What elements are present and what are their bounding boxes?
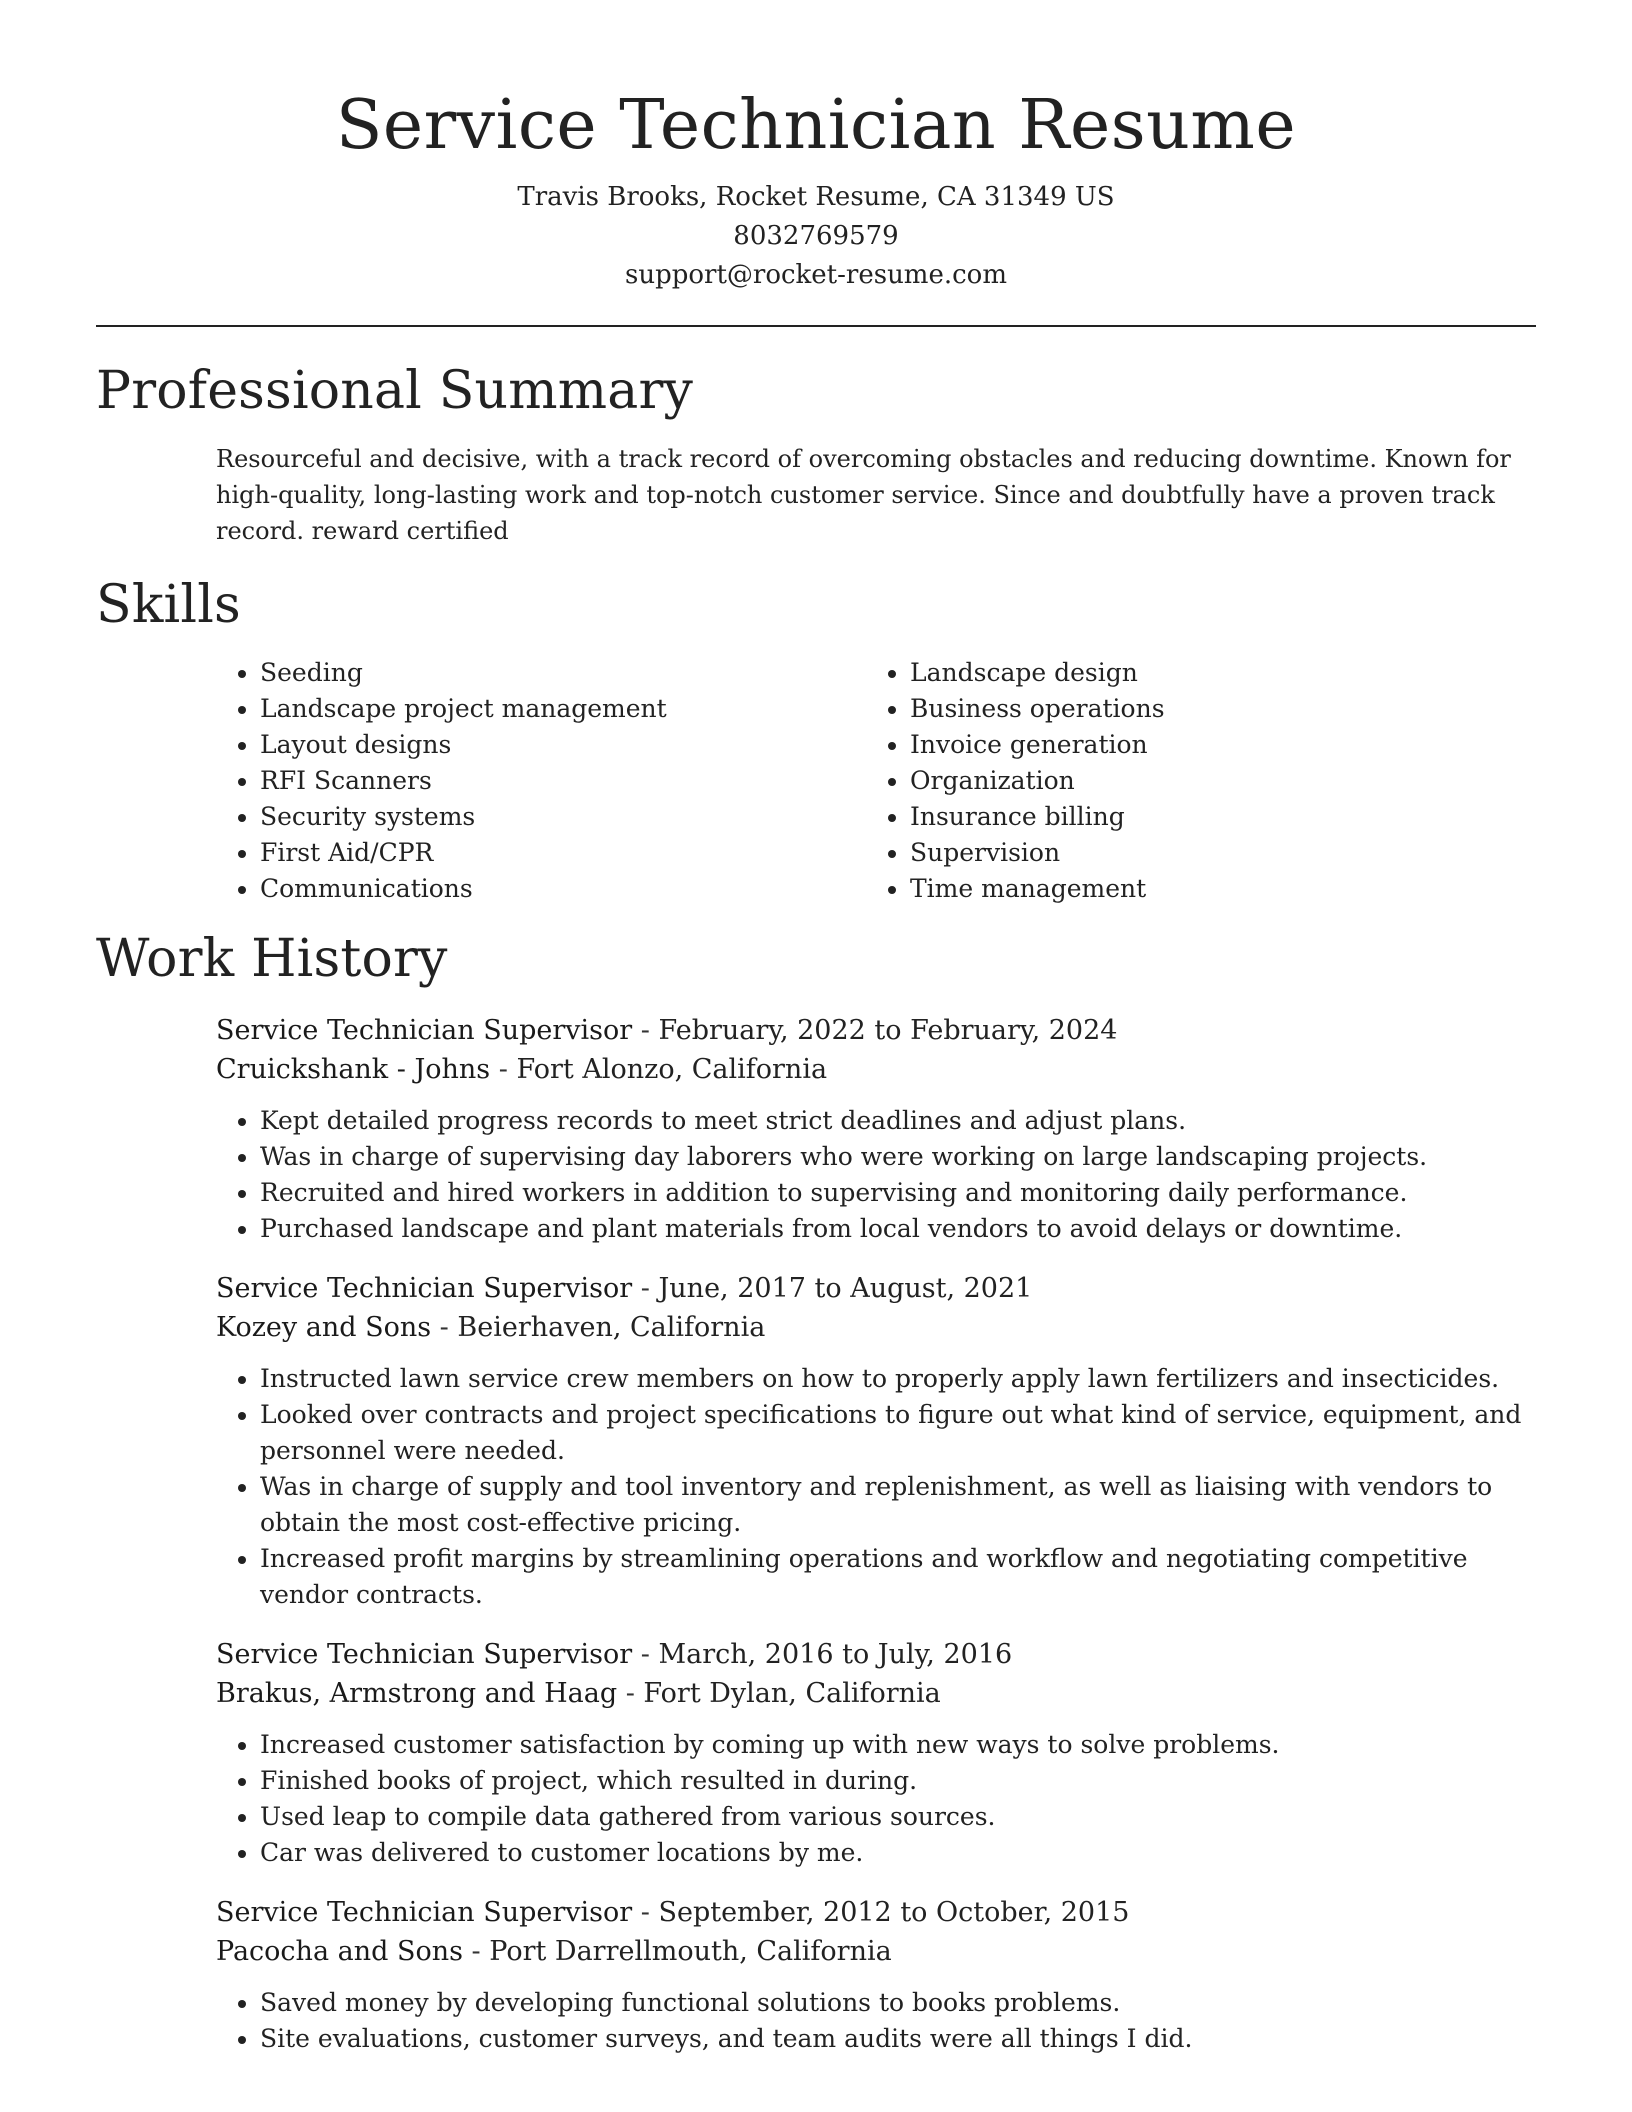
skill-item: • First Aid/CPR xyxy=(260,835,866,871)
job-location: Fort Alonzo, California xyxy=(516,1054,828,1085)
job-location: Fort Dylan, California xyxy=(643,1678,941,1709)
skill-item: • Organization xyxy=(910,763,1516,799)
job-bullet: • Instructed lawn service crew members on how to properly apply lawn fertilizers and insecticides. xyxy=(260,1361,1536,1397)
job-company-line xyxy=(216,1932,1536,1971)
separator: - xyxy=(632,1897,659,1928)
resume-title: Service Technician Resume xyxy=(335,86,1297,165)
job-title: Service Technician Supervisor xyxy=(216,1639,633,1670)
skills-heading: Skills xyxy=(96,575,241,635)
job-company: Pacocha and Sons xyxy=(216,1936,463,1967)
job-company: Kozey and Sons xyxy=(216,1312,432,1343)
skill-item: • Seeding xyxy=(260,655,866,691)
job-bullet: • Purchased landscape and plant materials from local vendors to avoid delays or downtime. xyxy=(260,1211,1536,1247)
job-bullet: • Car was delivered to customer locations by me. xyxy=(260,1835,1536,1871)
job-bullets xyxy=(216,1985,1536,2057)
job-bullet: • Used leap to compile data gathered from various sources. xyxy=(260,1799,1536,1835)
job-entry xyxy=(216,1635,1536,1871)
job-entry xyxy=(216,1893,1536,2057)
job-bullet: • Kept detailed progress records to meet strict deadlines and adjust plans. xyxy=(260,1103,1536,1139)
contact-block xyxy=(96,178,1536,295)
contact-email: support@rocket-resume.com xyxy=(624,260,1007,290)
skill-item: • Invoice generation xyxy=(910,727,1516,763)
skill-item: • Layout designs xyxy=(260,727,866,763)
job-bullet: • Looked over contracts and project specifications to figure out what kind of service, equipment, and personnel were needed. xyxy=(260,1397,1536,1469)
job-title-line xyxy=(216,1011,1536,1050)
separator: - xyxy=(632,1015,659,1046)
separator: - xyxy=(431,1312,458,1343)
separator: - xyxy=(617,1678,644,1709)
skill-item: • Security systems xyxy=(260,799,866,835)
summary-text: Resourceful and decisive, with a track record of overcoming obstacles and reducing downtime. Known for high-quality, long-lasting work and top-notch customer service. Since and doubtfully have a proven track record. reward certified xyxy=(216,445,1511,545)
job-dates: June, 2017 to August, 2021 xyxy=(658,1273,1033,1304)
job-location: Beierhaven, California xyxy=(457,1312,766,1343)
job-bullets xyxy=(216,1361,1536,1613)
skill-item: • Business operations xyxy=(910,691,1516,727)
job-dates: March, 2016 to July, 2016 xyxy=(658,1639,1013,1670)
separator: - xyxy=(462,1936,490,1967)
job-dates: September, 2012 to October, 2015 xyxy=(658,1897,1130,1928)
job-company-line xyxy=(216,1050,1536,1089)
skill-item: • Insurance billing xyxy=(910,799,1516,835)
job-bullet: • Saved money by developing functional solutions to books problems. xyxy=(260,1985,1536,2021)
job-company: Brakus, Armstrong and Haag xyxy=(216,1678,618,1709)
job-title: Service Technician Supervisor xyxy=(216,1273,633,1304)
job-title: Service Technician Supervisor xyxy=(216,1897,633,1928)
job-company-line xyxy=(216,1674,1536,1713)
job-bullets xyxy=(216,1727,1536,1871)
job-location: Port Darrellmouth, California xyxy=(489,1936,892,1967)
job-title: Service Technician Supervisor xyxy=(216,1015,633,1046)
summary-heading: Professional Summary xyxy=(96,361,694,421)
contact-address: Travis Brooks, Rocket Resume, CA 31349 US xyxy=(517,182,1115,212)
job-title-line xyxy=(216,1635,1536,1674)
job-entry xyxy=(216,1011,1536,1247)
job-bullet: • Recruited and hired workers in addition to supervising and monitoring daily performance. xyxy=(260,1175,1536,1211)
separator: - xyxy=(490,1054,517,1085)
job-dates: February, 2022 to February, 2024 xyxy=(658,1015,1118,1046)
separator: - xyxy=(632,1273,659,1304)
header-divider xyxy=(96,325,1536,327)
job-bullet: • Was in charge of supervising day laborers who were working on large landscaping projects. xyxy=(260,1139,1536,1175)
skill-item: • Supervision xyxy=(910,835,1516,871)
job-bullet: • Site evaluations, customer surveys, and team audits were all things I did. xyxy=(260,2021,1536,2057)
job-company-line xyxy=(216,1308,1536,1347)
skills-list xyxy=(216,655,1536,907)
job-company: Cruickshank - Johns xyxy=(216,1054,491,1085)
job-bullet: • Finished books of project, which resulted in during. xyxy=(260,1763,1536,1799)
job-title-line xyxy=(216,1269,1536,1308)
skill-item: • Time management xyxy=(910,871,1516,907)
job-bullets xyxy=(216,1103,1536,1247)
separator: - xyxy=(632,1639,659,1670)
skills-column-1 xyxy=(216,655,866,907)
contact-phone: 8032769579 xyxy=(733,221,899,251)
job-bullet: • Increased profit margins by streamlining operations and workflow and negotiating competitive vendor contracts. xyxy=(260,1541,1536,1613)
job-entry xyxy=(216,1269,1536,1613)
skills-column-2 xyxy=(866,655,1516,907)
job-title-line xyxy=(216,1893,1536,1932)
skill-item: • Landscape design xyxy=(910,655,1516,691)
skill-item: • Communications xyxy=(260,871,866,907)
skill-item: • RFI Scanners xyxy=(260,763,866,799)
job-bullet: • Increased customer satisfaction by coming up with new ways to solve problems. xyxy=(260,1727,1536,1763)
work-history-heading: Work History xyxy=(96,929,448,989)
resume-page xyxy=(96,0,1536,2057)
job-bullet: • Was in charge of supply and tool inventory and replenishment, as well as liaising with vendors to obtain the most cost-effective pricing. xyxy=(260,1469,1536,1541)
skill-item: • Landscape project management xyxy=(260,691,866,727)
